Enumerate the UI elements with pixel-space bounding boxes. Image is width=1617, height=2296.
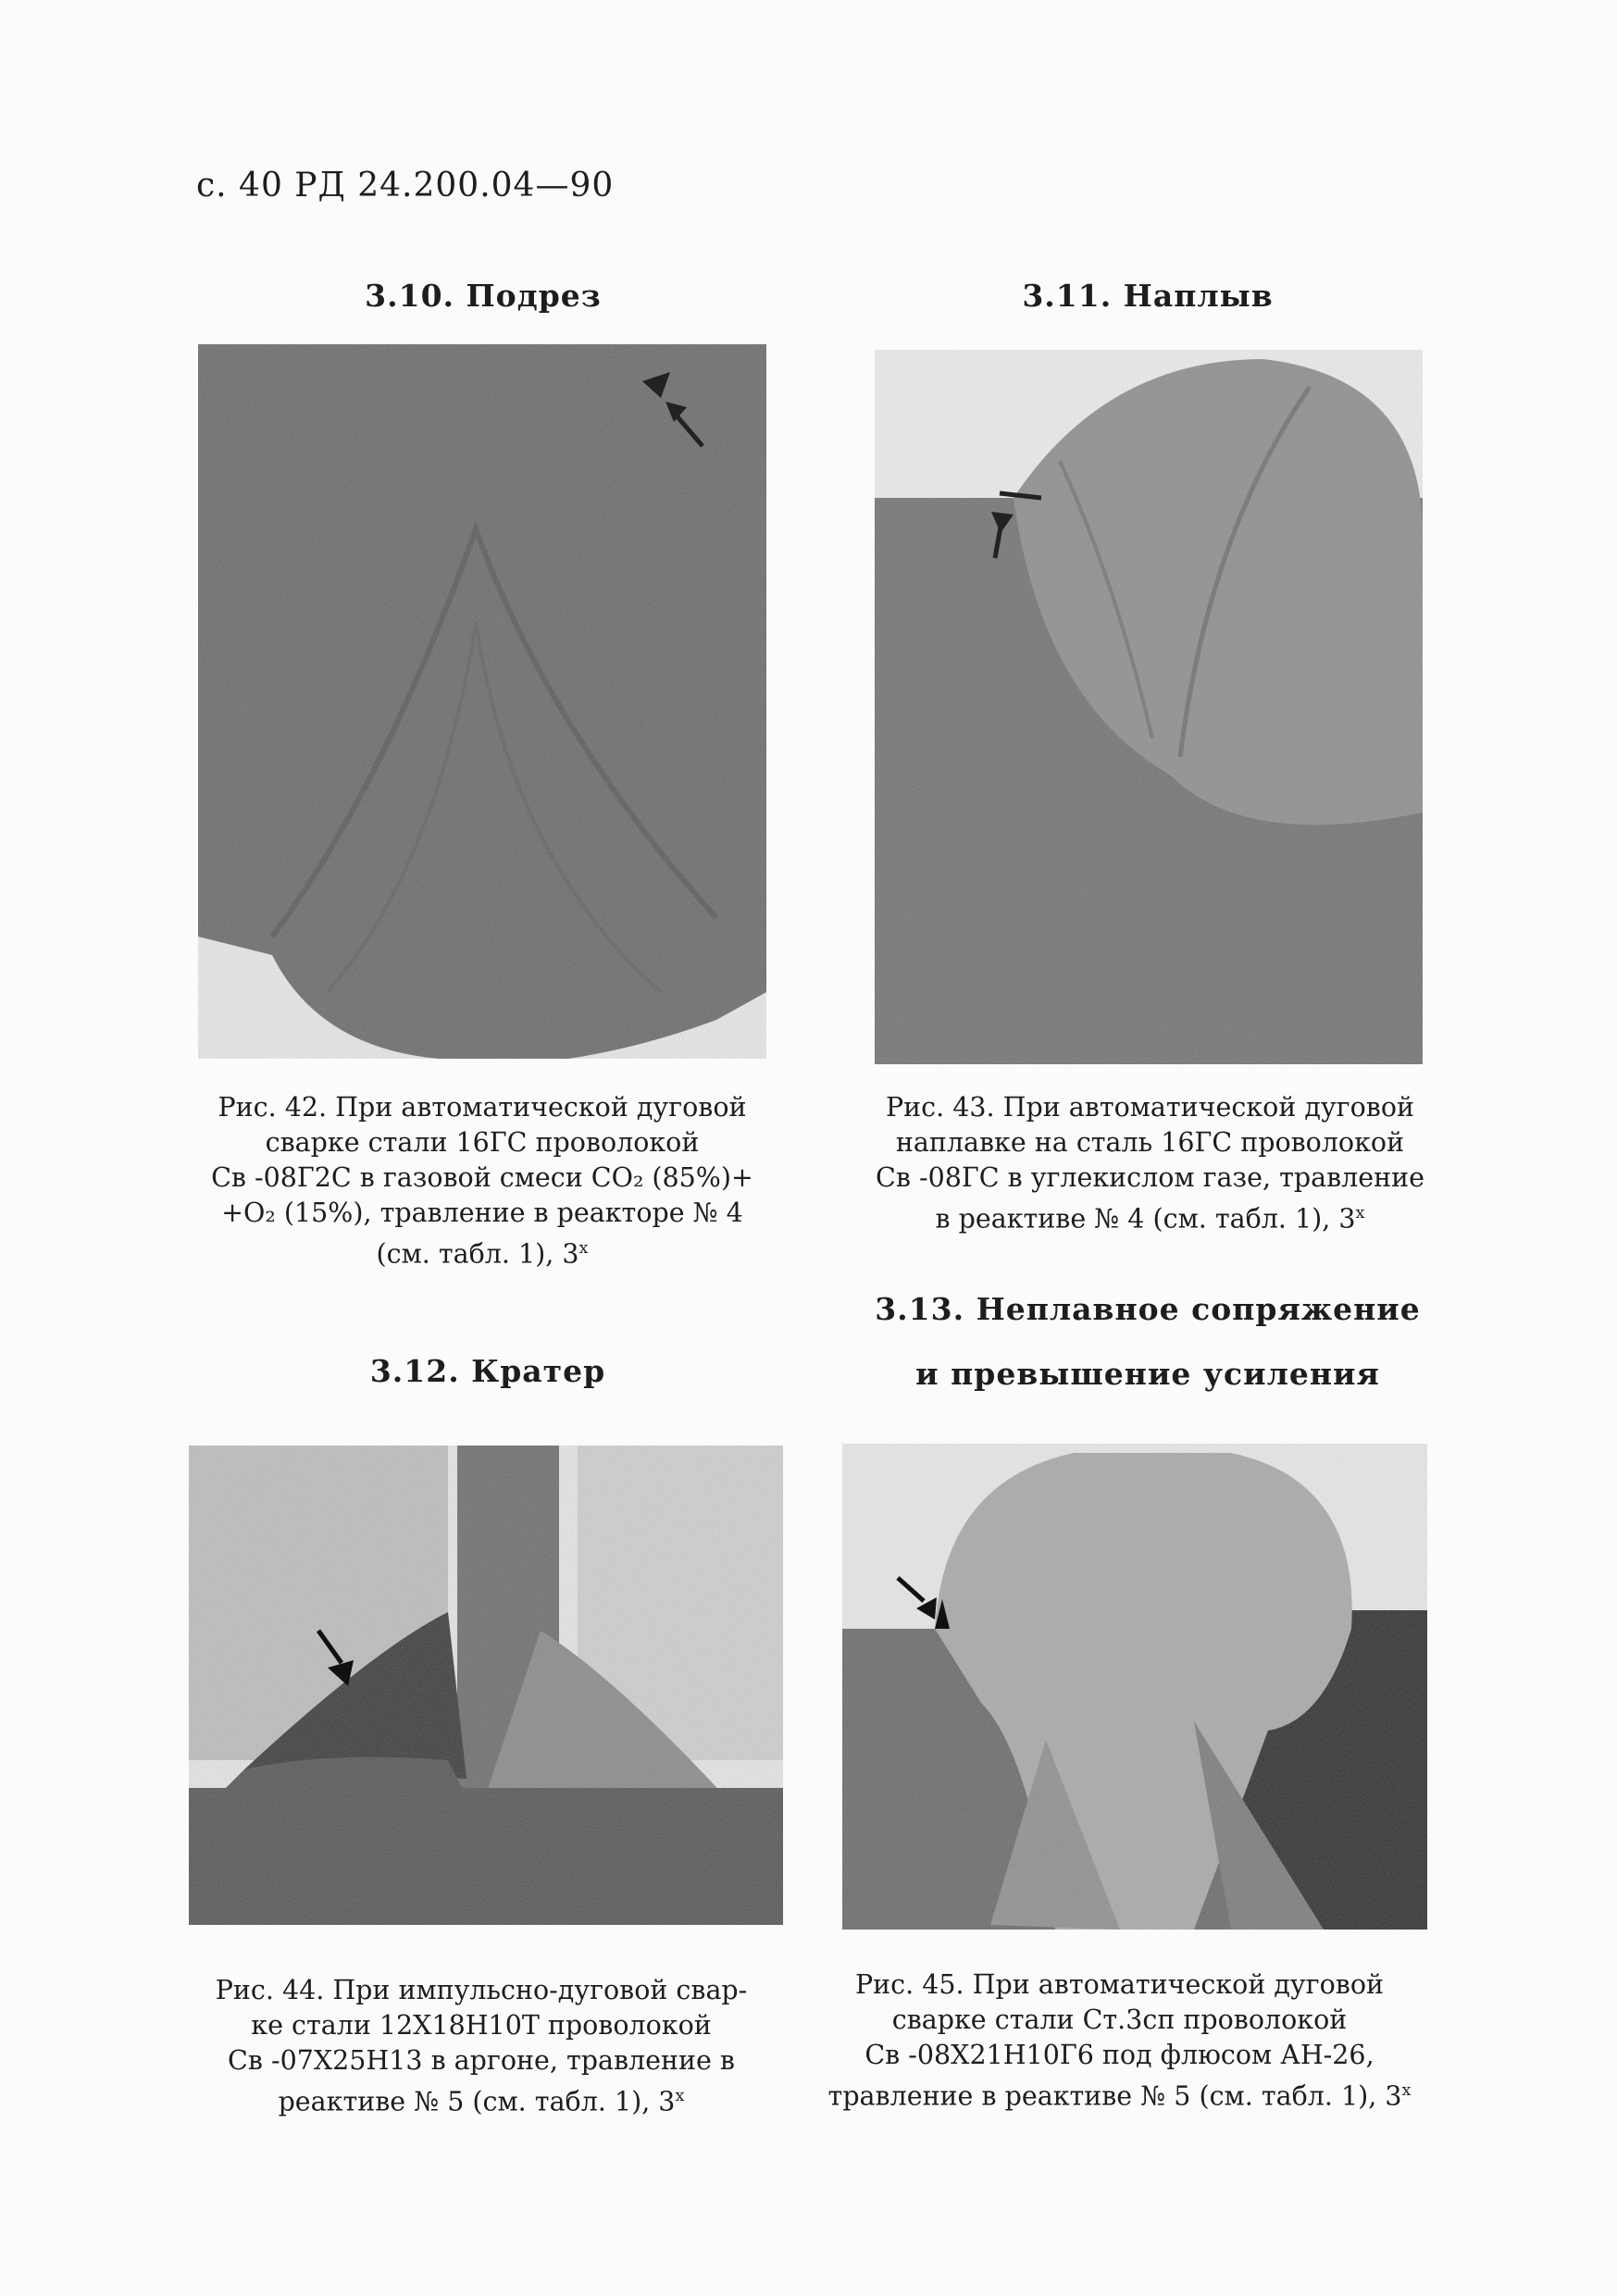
figure-42-micrograph: [198, 344, 766, 1059]
section-title-3-11: 3.11. Наплыв: [1022, 278, 1274, 314]
figure-45-micrograph: [842, 1444, 1427, 1930]
figure-44-micrograph: [189, 1446, 783, 1925]
figure-43-caption: Рис. 43. При автоматической дуговой наплавке на сталь 16ГС проволокой Св -08ГС в углекислом газе, травление в реактиве № 4 (см. табл. 1), $3^х$: [876, 1092, 1424, 1235]
section-title-3-13-line2: и превышение усиления: [915, 1356, 1380, 1392]
running-head: с. 40 РД 24.200.04—90: [196, 167, 615, 205]
section-title-3-12: 3.12. Кратер: [369, 1353, 606, 1389]
figure-44-caption: Рис. 44. При импульсно-дуговой свар- ке стали 12Х18Н10Т проволокой Св -07Х25Н13 в аргоне, травление в реактиве № 5 (см. табл. 1), $3^х$: [215, 1975, 748, 2117]
figure-43-micrograph: [875, 350, 1423, 1064]
figure-45-caption: Рис. 45. При автоматической дуговой сварке стали Ст.3сп проволокой Св -08Х21Н10Г6 под флюсом АН-26, травление в реактиве № 5 (см. табл. 1), $3^х$: [827, 1969, 1412, 2112]
section-title-3-10: 3.10. Подрез: [365, 278, 602, 314]
figure-42-caption: Рис. 42. При автоматической дуговой сварке стали 16ГС проволокой Св -08Г2С в газовой смеси CO₂ (85%)+ +O₂ (15%), травление в реакторе № 4 (см. табл. 1), $3^х$: [211, 1092, 753, 1270]
section-title-3-13-line1: 3.13. Неплавное сопряжение: [875, 1291, 1421, 1327]
